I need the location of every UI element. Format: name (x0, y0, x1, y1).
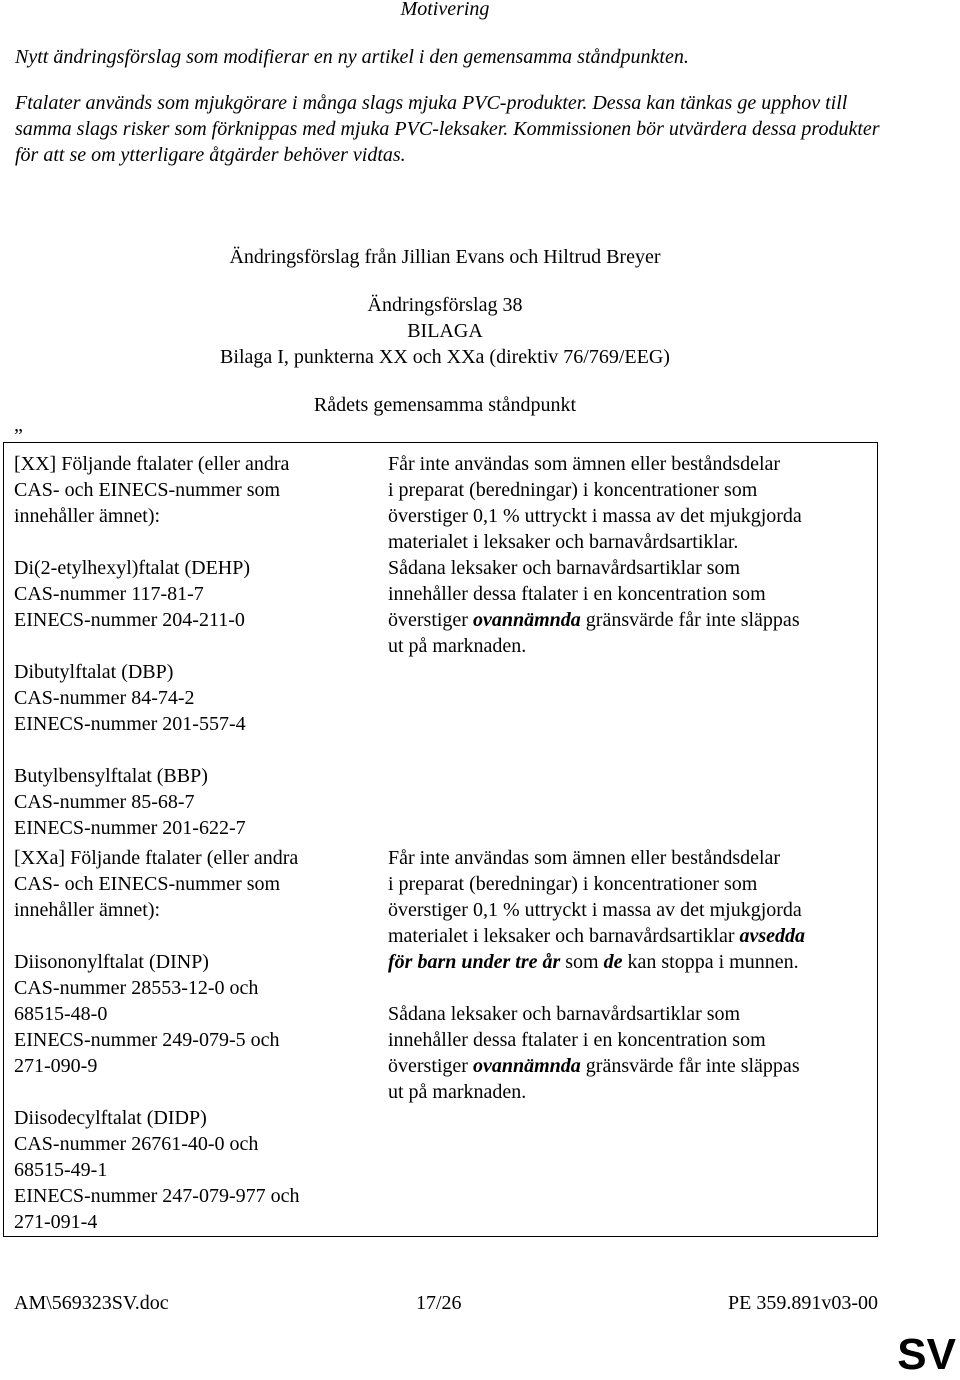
provision-line: ut på marknaden. (388, 1081, 527, 1103)
quote-mark: „ (14, 414, 23, 436)
substance-line: Diisononylftalat (DINP) (14, 951, 209, 973)
substance-line: EINECS-nummer 201-557-4 (14, 713, 246, 735)
substance-line: CAS- och EINECS-nummer som (14, 873, 281, 895)
provision-line (388, 1053, 868, 1079)
paragraph-gap (14, 529, 374, 555)
footer-doc-ref: AM\569323SV.doc (14, 1292, 169, 1314)
emphasis-text: de (603, 951, 623, 973)
substance-line: CAS-nummer 117-81-7 (14, 583, 204, 605)
body-text: gränsvärde får inte släppas (580, 1055, 800, 1077)
substance-line: 68515-48-0 (14, 1003, 108, 1025)
provision-line (388, 949, 868, 975)
provision-line: överstiger 0,1 % uttryckt i massa av det mjukgjorda (388, 505, 802, 527)
body-text: som (560, 951, 604, 973)
substance-line: EINECS-nummer 201-622-7 (14, 817, 246, 839)
substance-line: innehåller ämnet): (14, 899, 161, 921)
column-header: Rådets gemensamma ståndpunkt (313, 394, 577, 416)
substance-line: EINECS-nummer 247-079-977 och (14, 1185, 300, 1207)
amendment-authors: Ändringsförslag från Jillian Evans och Hiltrud Breyer (229, 246, 661, 268)
amendment-reference: Bilaga I, punkterna XX och XXa (direktiv 76/769/EEG) (220, 346, 670, 368)
body-text: materialet i leksaker och barnavårdsartiklar (388, 925, 740, 947)
emphasis-text: avsedda (739, 925, 806, 947)
provision-line: Sådana leksaker och barnavårdsartiklar som (388, 557, 741, 579)
substance-line: 271-091-4 (14, 1211, 98, 1233)
emphasis-text: ovannämnda (472, 1055, 581, 1077)
motivering-body (15, 44, 895, 188)
substance-line: [XX] Följande ftalater (eller andra (14, 453, 290, 475)
substance-line: 68515-49-1 (14, 1159, 108, 1181)
substance-line: Dibutylftalat (DBP) (14, 661, 174, 683)
paragraph-gap (14, 737, 374, 763)
substance-line: CAS-nummer 26761-40-0 och (14, 1133, 259, 1155)
paragraph-gap (14, 923, 374, 949)
provision-line: materialet i leksaker och barnavårdsartiklar. (388, 531, 739, 553)
motivering-heading: Motivering (400, 0, 490, 20)
footer-page-number: 17/26 (416, 1292, 462, 1314)
motivering-paragraph-1: Nytt ändringsförslag som modifierar en ny artikel i den gemensamma ståndpunkten. (15, 46, 689, 68)
body-text: överstiger (388, 1055, 473, 1077)
substance-line: 271-090-9 (14, 1055, 98, 1077)
table-row-1-left (14, 451, 374, 841)
provision-line (388, 607, 868, 633)
substance-line: Butylbensylftalat (BBP) (14, 765, 208, 787)
provision-line: Får inte användas som ämnen eller beståndsdelar (388, 847, 781, 869)
body-text: överstiger (388, 609, 473, 631)
substance-line: CAS- och EINECS-nummer som (14, 479, 281, 501)
provision-line: överstiger 0,1 % uttryckt i massa av det mjukgjorda (388, 899, 802, 921)
table-row-1-right (388, 451, 868, 659)
substance-line: CAS-nummer 85-68-7 (14, 791, 195, 813)
provision-line: innehåller dessa ftalater i en koncentration som (388, 583, 766, 605)
substance-line: innehåller ämnet): (14, 505, 161, 527)
amendment-annex: BILAGA (407, 320, 483, 342)
substance-line: CAS-nummer 84-74-2 (14, 687, 195, 709)
provision-line: Sådana leksaker och barnavårdsartiklar som (388, 1003, 741, 1025)
footer-pe-ref: PE 359.891v03-00 (728, 1292, 878, 1314)
substance-line: Di(2-etylhexyl)ftalat (DEHP) (14, 557, 251, 579)
substance-line: EINECS-nummer 204-211-0 (14, 609, 245, 631)
paragraph-gap (388, 975, 868, 1001)
emphasis-text: ovannämnda (472, 609, 581, 631)
provision-line: Får inte användas som ämnen eller beståndsdelar (388, 453, 781, 475)
substance-line: CAS-nummer 28553-12-0 och (14, 977, 259, 999)
provision-line: ut på marknaden. (388, 635, 527, 657)
substance-line: EINECS-nummer 249-079-5 och (14, 1029, 280, 1051)
language-badge: SV (897, 1330, 956, 1379)
provision-line: innehåller dessa ftalater i en koncentration som (388, 1029, 766, 1051)
amendment-table (3, 442, 878, 1237)
motivering-paragraph-2: Ftalater används som mjukgörare i många slags mjuka PVC-produkter. Dessa kan tänkas ge upphov till samma slags risker som förknippas med mjuka PVC-leksaker. Kommissionen bör utvärdera dessa produkter för att se om ytterligare åtgärder behöver vidtas. (15, 92, 880, 166)
body-text: kan stoppa i munnen. (622, 951, 799, 973)
table-row-2-left (14, 845, 374, 1235)
provision-line (388, 923, 868, 949)
emphasis-text: för barn under tre år (388, 951, 561, 973)
body-text: gränsvärde får inte släppas (580, 609, 800, 631)
provision-line: i preparat (beredningar) i koncentrationer som (388, 479, 758, 501)
provision-line: i preparat (beredningar) i koncentrationer som (388, 873, 758, 895)
table-row-2-right (388, 845, 868, 1105)
paragraph-gap (14, 633, 374, 659)
substance-line: [XXa] Följande ftalater (eller andra (14, 847, 299, 869)
amendment-number: Ändringsförslag 38 (367, 294, 523, 316)
amendment-header (0, 244, 890, 418)
paragraph-gap (14, 1079, 374, 1105)
substance-line: Diisodecylftalat (DIDP) (14, 1107, 207, 1129)
